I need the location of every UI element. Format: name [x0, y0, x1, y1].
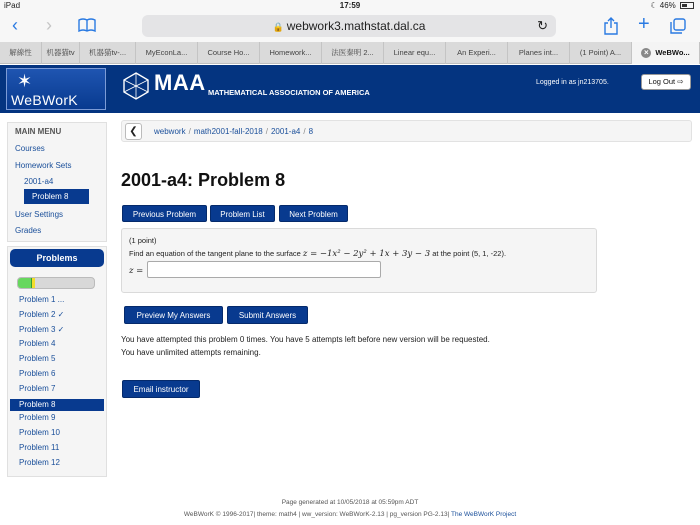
webwork-project-link[interactable]: The WeBWorK Project [450, 511, 517, 518]
problem-list-item[interactable]: Problem 1 ... [19, 295, 65, 304]
url-text: webwork3.mathstat.dal.ca [286, 19, 426, 33]
browser-tab-label: Linear equ... [393, 48, 436, 57]
breadcrumb-bar [121, 120, 692, 142]
tabs-overview-icon[interactable] [670, 18, 686, 39]
email-instructor-button[interactable]: Email instructor [122, 380, 200, 398]
browser-tab[interactable] [446, 42, 508, 64]
browser-tab-label: 解線性 [9, 48, 32, 57]
close-tab-icon[interactable]: × [641, 48, 651, 58]
maa-polyhedron-icon [122, 72, 150, 100]
breadcrumb-webwork[interactable]: webwork [154, 127, 186, 136]
problem-list-item[interactable]: Problem 6 [19, 369, 56, 378]
footer-copyright [0, 511, 700, 518]
battery-percent: 46% [659, 1, 676, 10]
logo-text: WeBWorK [11, 92, 78, 108]
progress-correct [18, 278, 32, 288]
menu-current-problem[interactable]: Problem 8 [24, 189, 89, 204]
problem-statement [129, 249, 506, 259]
star-logo-icon: ✶ [17, 71, 33, 91]
forward-arrow-icon[interactable]: › [46, 15, 52, 35]
bookmarks-icon[interactable] [78, 18, 96, 35]
browser-tab[interactable] [0, 42, 42, 64]
battery-indicator [650, 1, 694, 10]
webwork-logo[interactable] [6, 68, 106, 110]
browser-tab[interactable] [260, 42, 322, 64]
surface-formula: z = −1x² − 2y² + 1x + 3y − 3 [302, 249, 431, 259]
problems-panel [7, 246, 107, 477]
browser-tab[interactable] [632, 42, 700, 64]
browser-tab[interactable] [322, 42, 384, 64]
problems-header: Problems [10, 249, 104, 267]
question-prefix: Find an equation of the tangent plane to the surface [129, 249, 301, 258]
breadcrumb-separator: / [265, 127, 268, 136]
back-arrow-icon[interactable]: ‹ [12, 15, 18, 35]
preview-answers-button[interactable]: Preview My Answers [124, 306, 223, 324]
problem-list-item[interactable]: Problem 8 [10, 399, 104, 411]
breadcrumb-back-button[interactable] [125, 123, 142, 140]
browser-tab-label: Planes int... [518, 48, 559, 57]
previous-problem-button[interactable]: Previous Problem [122, 205, 207, 222]
progress-bar [17, 277, 95, 289]
problem-list-item[interactable]: Problem 11 [19, 443, 60, 452]
menu-grades[interactable]: Grades [15, 226, 42, 235]
main-menu-title: MAIN MENU [15, 127, 62, 136]
submit-answers-button[interactable]: Submit Answers [227, 306, 308, 324]
browser-tab-label: An Experi... [457, 48, 496, 57]
browser-tab-label: Course Ho... [207, 48, 250, 57]
problem-list-item[interactable]: Problem 9 [19, 413, 56, 423]
problem-box [121, 228, 597, 293]
browser-tab-label: 机器猫tv [46, 48, 75, 57]
new-tab-icon[interactable]: + [638, 13, 650, 35]
address-bar[interactable] [142, 15, 556, 37]
exit-icon: ⇨ [677, 77, 684, 86]
problem-list-item[interactable]: Problem 7 [19, 383, 56, 393]
problem-list-button[interactable]: Problem List [210, 205, 275, 222]
device-status-bar [0, 0, 700, 12]
problem-points: (1 point) [129, 236, 157, 245]
clock: 17:59 [339, 1, 361, 10]
browser-toolbar [0, 12, 700, 42]
answer-input[interactable] [147, 261, 381, 278]
next-problem-button[interactable]: Next Problem [279, 205, 348, 222]
problem-list-item[interactable]: Problem 10 [19, 428, 60, 438]
main-menu [7, 122, 107, 242]
breadcrumb-separator: / [188, 127, 191, 136]
browser-tab[interactable] [42, 42, 80, 64]
attempts-info: You have attempted this problem 0 times. You have 5 attempts left before new version will be requested. [121, 335, 490, 344]
menu-courses[interactable]: Courses [15, 144, 45, 153]
problem-list-item[interactable]: Problem 12 [19, 457, 60, 467]
lock-icon: 🔒 [272, 22, 284, 32]
breadcrumb-separator: / [303, 127, 306, 136]
browser-tab-label: Homework... [269, 48, 312, 57]
browser-tab[interactable] [80, 42, 136, 64]
browser-tab[interactable] [508, 42, 570, 64]
problem-list-item[interactable]: Problem 5 [19, 354, 56, 364]
answer-label: z = [129, 266, 144, 276]
reload-icon[interactable]: ↻ [537, 18, 548, 33]
browser-tab-label: 法医秦明 2... [331, 48, 374, 57]
menu-set-2001-a4[interactable]: 2001-a4 [24, 177, 54, 186]
browser-tab[interactable] [384, 42, 446, 64]
question-suffix: at the point (5, 1, -22). [432, 249, 507, 258]
log-out-button[interactable] [641, 74, 691, 90]
footer-copyright-text: WeBWorK © 1996-2017| theme: math4 | ww_version: WeBWorK-2.13 | pg_version PG-2.13| [183, 511, 450, 518]
site-header [0, 65, 700, 113]
breadcrumb [154, 127, 313, 136]
menu-homework-sets[interactable]: Homework Sets [15, 161, 72, 170]
problem-list-item[interactable]: Problem 2 ✓ [19, 309, 65, 319]
logged-in-text: Logged in as jn213705. [536, 79, 609, 86]
browser-tab[interactable] [570, 42, 632, 64]
progress-incorrect [32, 278, 36, 288]
browser-tab-label: MyEconLa... [145, 48, 188, 57]
browser-tab[interactable] [136, 42, 198, 64]
maa-title: MAA [154, 70, 206, 95]
breadcrumb-problem[interactable]: 8 [308, 127, 314, 136]
problem-list-item[interactable]: Problem 4 [19, 339, 56, 349]
footer-generated: Page generated at 10/05/2018 at 05:59pm ADT [281, 499, 419, 506]
carrier-label: iPad [4, 1, 21, 10]
maa-subtitle: MATHEMATICAL ASSOCIATION OF AMERICA [208, 88, 370, 97]
browser-tab[interactable] [198, 42, 260, 64]
browser-tab-label: (1 Point) A... [579, 48, 622, 57]
attempts-remaining: You have unlimited attempts remaining. [121, 348, 261, 357]
log-out-label: Log Out [648, 77, 676, 86]
problem-list-item[interactable]: Problem 3 ✓ [19, 324, 65, 334]
menu-user-settings[interactable]: User Settings [15, 210, 64, 219]
moon-icon: ☾ [650, 1, 658, 10]
page-title: 2001-a4: Problem 8 [121, 170, 286, 190]
battery-icon [680, 2, 694, 9]
browser-tab-label: 机器猫tv-... [88, 48, 127, 57]
breadcrumb-course[interactable]: math2001-fall-2018 [193, 127, 263, 136]
browser-tab-label: WeBWo... [655, 48, 690, 57]
breadcrumb-set[interactable]: 2001-a4 [270, 127, 301, 136]
chevron-left-icon: ❮ [129, 126, 138, 137]
share-icon[interactable] [604, 17, 618, 40]
browser-tab-strip [0, 42, 700, 64]
